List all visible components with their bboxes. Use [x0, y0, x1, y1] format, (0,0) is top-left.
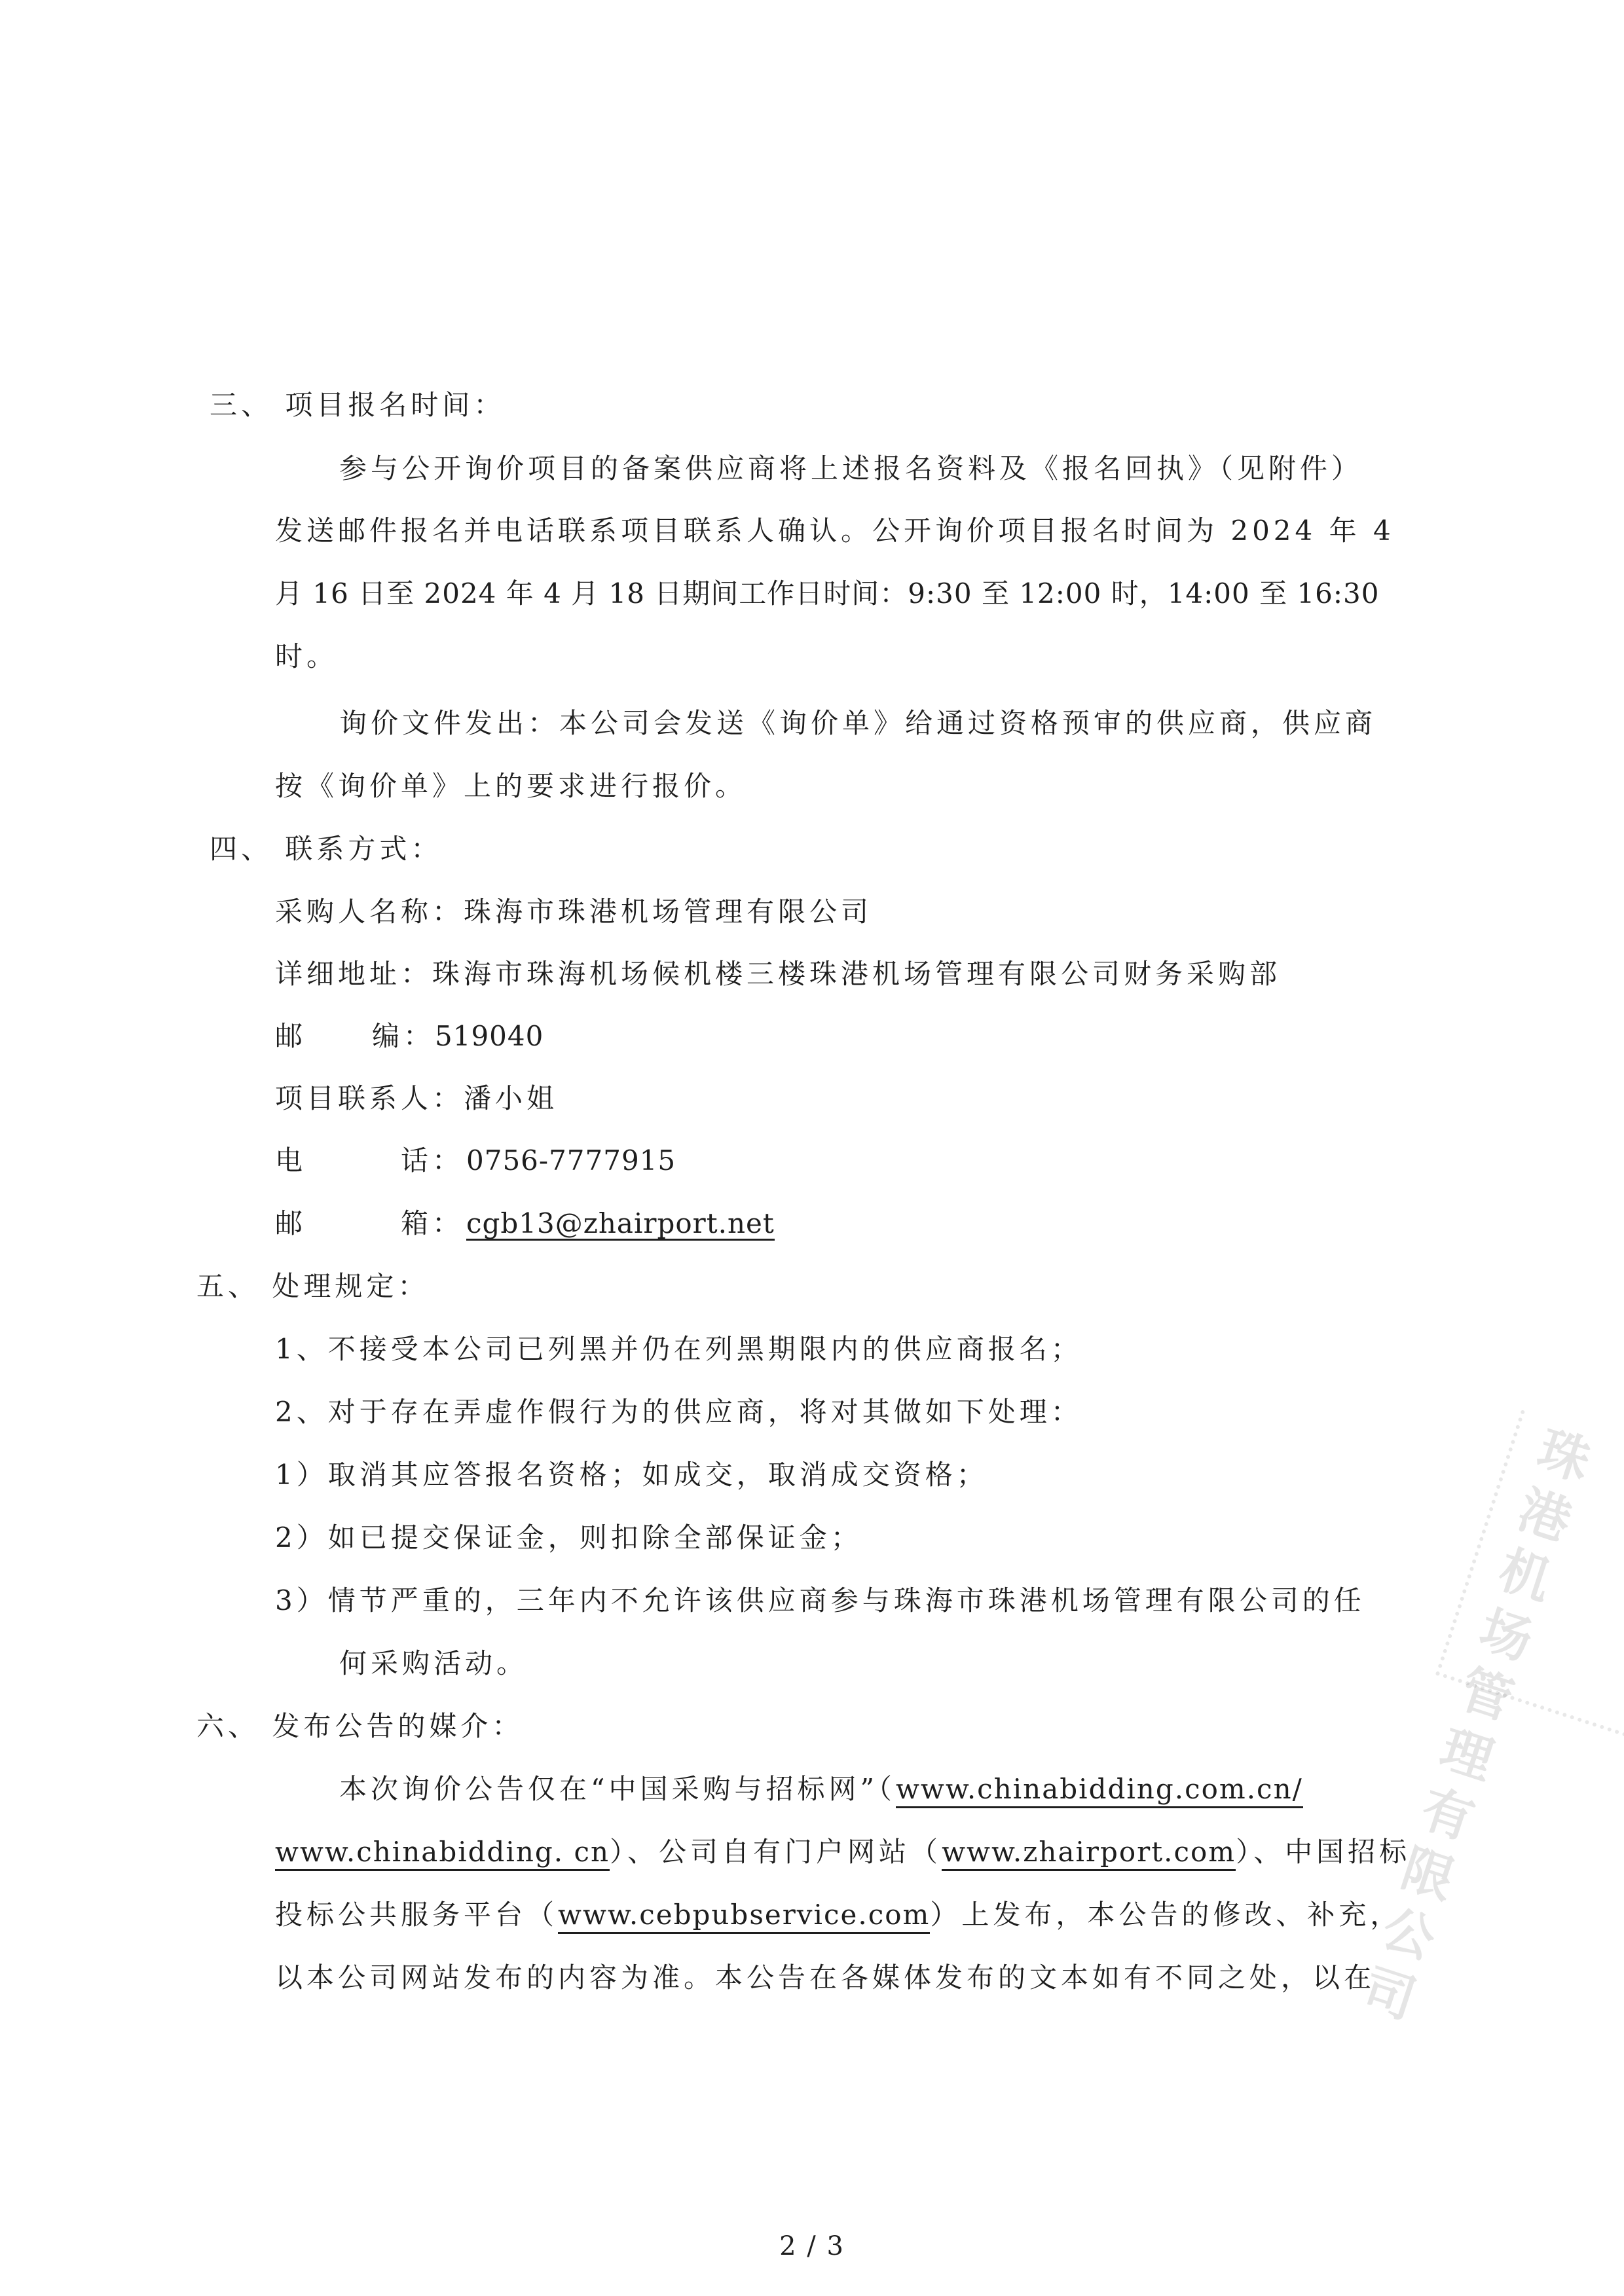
- phone-label-a: 电: [275, 1144, 307, 1176]
- media-line-1-text: [339, 1773, 1303, 1805]
- section-4-heading: 四、 联系方式：: [210, 833, 443, 865]
- email-label-a: 邮: [275, 1207, 307, 1239]
- postcode-value: 519040: [435, 1020, 544, 1052]
- address: 详细地址：珠海市珠海机场候机楼三楼珠港机场管理有限公司财务采购部: [275, 958, 1282, 990]
- section-5-heading: 五、 处理规定：: [196, 1270, 430, 1302]
- postcode-label-a: 邮: [275, 1020, 307, 1052]
- media-line-2-text: [275, 1838, 1411, 1866]
- media-line-2-suffix: ）、中国招标: [1236, 1836, 1411, 1868]
- section-3-paragraph-2-line-2: 按《询价单》上的要求进行报价。: [275, 770, 747, 802]
- section-3-paragraph-1-line-3: 月 16 日至 2024 年 4 月 18 日期间工作日时间：9:30 至 12:00 时，14:00 至 16:30: [275, 577, 1380, 610]
- section-3-paragraph-1-line-2: 发送邮件报名并电话联系项目联系人确认。公开询价项目报名时间为 2024 年 4: [275, 515, 1395, 547]
- phone-label-b: 话：: [401, 1144, 464, 1176]
- rule-sub-item-3-line-2: 何采购活动。: [339, 1647, 528, 1679]
- contact-person: 项目联系人：潘小姐: [275, 1082, 559, 1114]
- chinabidding-cn-link[interactable]: www.chinabidding. cn: [275, 1836, 610, 1871]
- media-line-3-prefix: 投标公共服务平台（: [275, 1899, 559, 1931]
- zhairport-link[interactable]: www.zhairport.com: [942, 1836, 1236, 1871]
- email-link[interactable]: cgb13@zhairport.net: [466, 1207, 775, 1239]
- rule-item-1: 1、不接受本公司已列黑并仍在列黑期限内的供应商报名；: [275, 1333, 1082, 1365]
- chinabidding-com-cn-link[interactable]: www.chinabidding.com.cn/: [896, 1773, 1303, 1808]
- section-3-paragraph-2-line-1: 询价文件发出：本公司会发送《询价单》给通过资格预审的供应商，供应商: [339, 707, 1377, 739]
- stamp-text: 珠港机场管理有限公司: [1356, 1420, 1598, 2031]
- rule-sub-item-3-line-1: 3）情节严重的，三年内不允许该供应商参与珠海市珠港机场管理有限公司的任: [275, 1584, 1365, 1616]
- cebpubservice-link[interactable]: www.cebpubservice.com: [558, 1899, 930, 1934]
- rule-item-2: 2、对于存在弄虚作假行为的供应商，将对其做如下处理：: [275, 1396, 1082, 1428]
- section-3-paragraph-1-line-4: 时。: [275, 640, 339, 672]
- rule-sub-item-2: 2）如已提交保证金，则扣除全部保证金；: [275, 1522, 862, 1554]
- section-6-heading: 六、 发布公告的媒介：: [196, 1710, 524, 1742]
- page-number: 2 / 3: [779, 2231, 845, 2261]
- section-3-heading: 三、 项目报名时间：: [210, 389, 506, 421]
- rule-sub-item-1: 1）取消其应答报名资格；如成交，取消成交资格；: [275, 1459, 988, 1491]
- company-seal-stamp: [1356, 1410, 1624, 2031]
- media-line-3-text: [275, 1901, 1401, 1929]
- phone-value: 0756-7777915: [466, 1144, 676, 1176]
- postcode-label-b: 编：: [372, 1020, 435, 1052]
- section-3-paragraph-1-line-1: 参与公开询价项目的备案供应商将上述报名资料及《报名回执》（见附件）: [339, 452, 1363, 484]
- media-line-2-middle: ）、公司自有门户网站（: [610, 1836, 942, 1868]
- media-line-4-text: 以本公司网站发布的内容为准。本公告在各媒体发布的文本如有不同之处，以在: [275, 1961, 1376, 1994]
- media-line-3-suffix: ）上发布，本公告的修改、补充，: [930, 1899, 1402, 1931]
- buyer-name: 采购人名称：珠海市珠港机场管理有限公司: [275, 896, 873, 928]
- email-label-b: 箱：: [401, 1207, 464, 1239]
- media-line-1-prefix: 本次询价公告仅在“中国采购与招标网”（: [339, 1773, 896, 1805]
